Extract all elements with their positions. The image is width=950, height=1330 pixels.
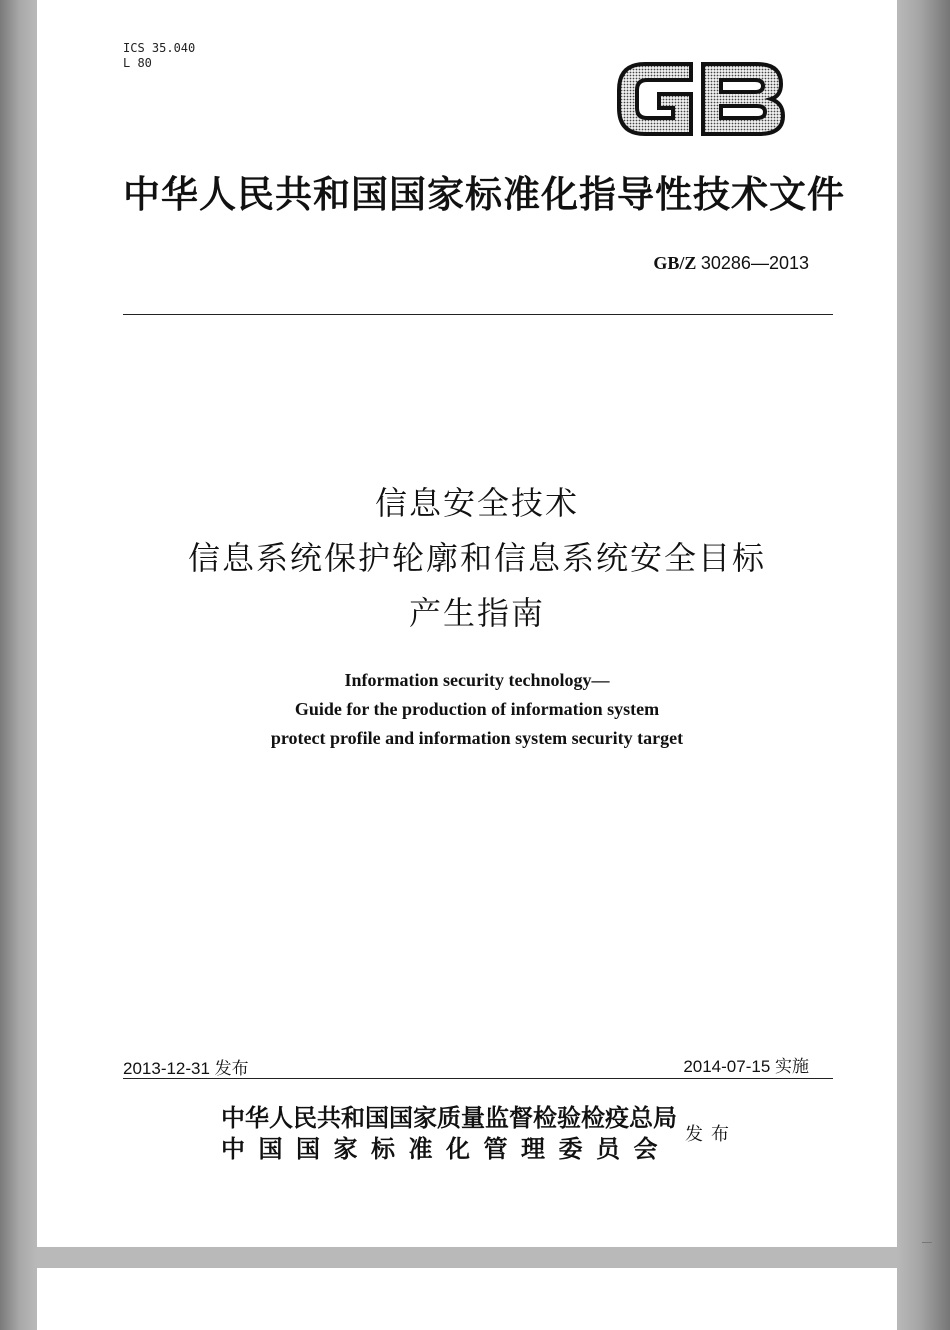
standard-code-prefix: GB/Z [653, 253, 697, 273]
page-margin-mark [922, 1242, 932, 1243]
standard-code-number: 30286—2013 [700, 253, 809, 273]
english-title-line-2: Guide for the production of information system [294, 699, 660, 719]
ccs-code: L 80 [123, 56, 152, 70]
english-title-line-3: protect profile and information system security target [270, 728, 684, 748]
chinese-title [77, 476, 877, 641]
ics-code: ICS 35.040 [123, 41, 196, 55]
implementation-date: 2014-07-15 实施 [683, 1057, 809, 1076]
chinese-title-line-1: 信息安全技术 [374, 484, 579, 522]
issuing-organizations [221, 1102, 677, 1164]
issuer-org-2: 中国国家标准化管理委员会 [221, 1134, 671, 1163]
chinese-title-line-3: 产生指南 [408, 594, 545, 632]
next-page-edge [37, 1268, 897, 1330]
standard-code [653, 253, 809, 274]
english-title-line-1: Information security technology— [344, 670, 610, 690]
header-divider [123, 314, 833, 315]
svg-text:GB: GB [700, 100, 702, 101]
gb-logo [611, 50, 789, 144]
document-page [37, 0, 897, 1247]
chinese-title-line-2: 信息系统保护轮廓和信息系统安全目标 [187, 539, 766, 577]
issue-date: 2013-12-31 发布 [123, 1059, 249, 1078]
document-type-title: 中华人民共和国国家标准化指导性技术文件 [123, 172, 845, 216]
english-title [77, 666, 877, 753]
issuer-org-1: 中华人民共和国国家质量监督检验检疫总局 [221, 1103, 677, 1132]
publish-label: 发布 [685, 1124, 737, 1145]
classification-codes [123, 41, 195, 71]
footer-divider [123, 1078, 833, 1079]
